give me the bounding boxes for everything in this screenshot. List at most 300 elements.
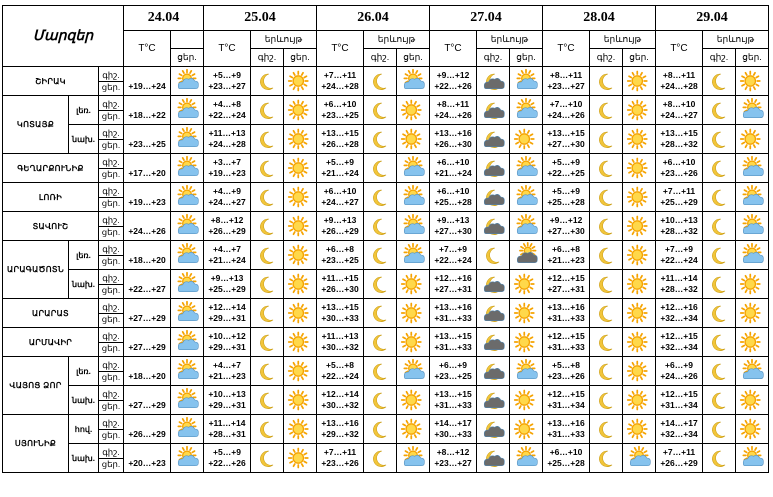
period-labels — [99, 415, 124, 444]
sun-icon — [510, 125, 543, 154]
day-temp: +31…+34 — [660, 400, 698, 410]
moon-icon — [251, 444, 284, 473]
moon-icon — [251, 241, 284, 270]
night-temp: +12…+14 — [321, 389, 359, 399]
sun-cloud-icon — [171, 96, 204, 125]
night-label: գիշ. — [99, 418, 123, 430]
day-label: ցեր. — [101, 110, 121, 121]
moon-icon — [590, 154, 623, 183]
day-temp: +22…+25 — [547, 168, 585, 178]
cloud-header — [171, 31, 204, 49]
night-temp: +12…+16 — [434, 273, 472, 283]
night-label: գիշ. — [99, 215, 123, 227]
moon-icon — [590, 386, 623, 415]
day-temp: +24…+27 — [208, 197, 246, 207]
night-label: գիշ. — [99, 331, 123, 343]
night-temp: +12…+15 — [660, 331, 698, 341]
moon-cloud-icon — [477, 67, 510, 96]
day-temp: +24…+26 — [434, 110, 472, 120]
sun-icon — [397, 125, 430, 154]
sun-cloud-icon — [171, 125, 204, 154]
region-name: ՇԻՐԱԿ — [3, 67, 99, 96]
period-labels — [99, 154, 124, 183]
temp-cell — [317, 328, 364, 357]
night-temp — [124, 215, 170, 226]
temp-cell — [430, 154, 477, 183]
moon-icon — [703, 241, 736, 270]
temp-cell — [317, 183, 364, 212]
night-temp: +13…+16 — [547, 302, 585, 312]
temp-cell — [317, 270, 364, 299]
temp-cell — [317, 125, 364, 154]
day-temp: +25…+29 — [660, 197, 698, 207]
day-temp: +24…+26 — [128, 226, 166, 236]
day-temp: +32…+34 — [660, 342, 698, 352]
night-label: գիշ. — [99, 128, 123, 140]
day-temp: +29…+32 — [321, 429, 359, 439]
sun-icon — [736, 415, 769, 444]
temp-header: T°C — [124, 31, 171, 67]
temp-header: T°C — [204, 31, 251, 67]
region-row — [3, 96, 769, 125]
temp-cell — [543, 444, 590, 473]
day-temp: +22…+24 — [660, 255, 698, 265]
moon-icon — [364, 270, 397, 299]
day-temp: +26…+29 — [660, 458, 698, 468]
sun-cloud-icon — [171, 270, 204, 299]
night-temp: +11…+13 — [321, 331, 359, 341]
region-name: ԱՐԱՐԱՏ — [3, 299, 99, 328]
day-temp: +32…+34 — [660, 429, 698, 439]
night-subheader: գիշ. — [703, 49, 736, 67]
date-header: 29.04 — [656, 6, 769, 31]
day-temp: +22…+24 — [208, 110, 246, 120]
night-temp — [124, 447, 170, 458]
temp-cell — [430, 125, 477, 154]
region-name: ԱՐԱԳԱԾՈՏՆ — [3, 241, 69, 299]
temp-cell — [543, 183, 590, 212]
moon-icon — [590, 299, 623, 328]
night-label: գիշ. — [99, 360, 123, 372]
region-row — [3, 299, 769, 328]
night-temp: +13…+16 — [434, 128, 472, 138]
night-temp: +11…+14 — [660, 273, 698, 283]
night-temp: +3…+7 — [213, 157, 241, 167]
region-row — [3, 415, 769, 444]
temp-cell — [317, 357, 364, 386]
night-label: գիշ. — [99, 447, 123, 459]
temp-header: T°C — [430, 31, 477, 67]
night-temp: +9…+12 — [549, 215, 583, 225]
day-temp: +29…+31 — [208, 400, 246, 410]
cloud-header: երևույթ — [251, 31, 317, 49]
night-temp: +11…+13 — [208, 128, 246, 138]
sun-cloud-icon — [171, 299, 204, 328]
moon-icon — [364, 125, 397, 154]
temp-cell — [656, 415, 703, 444]
temp-cell — [204, 212, 251, 241]
temp-cell — [317, 212, 364, 241]
region-row — [3, 183, 769, 212]
temp-cell — [543, 212, 590, 241]
sun-icon — [284, 125, 317, 154]
day-temp: +23…+25 — [434, 371, 472, 381]
night-temp: +13…+16 — [321, 418, 359, 428]
night-temp: +6…+10 — [549, 447, 583, 457]
night-temp: +8…+11 — [436, 99, 470, 109]
sun-cloud-icon — [171, 386, 204, 415]
night-temp: +5…+9 — [552, 157, 580, 167]
temp-cell — [430, 357, 477, 386]
temp-cell — [124, 96, 171, 125]
night-temp: +13…+15 — [321, 128, 359, 138]
day-temp: +17…+20 — [128, 168, 166, 178]
moon-icon — [703, 270, 736, 299]
day-temp: +19…+24 — [128, 81, 166, 91]
moon-icon — [703, 67, 736, 96]
day-temp: +26…+29 — [128, 429, 166, 439]
night-temp: +5…+8 — [552, 360, 580, 370]
sun-icon — [284, 183, 317, 212]
sun-icon — [284, 299, 317, 328]
day-temp: +24…+27 — [660, 110, 698, 120]
period-labels — [99, 357, 124, 386]
night-label: գիշ. — [99, 70, 123, 82]
sun-icon — [623, 183, 656, 212]
night-temp: +8…+11 — [549, 70, 583, 80]
temp-cell — [430, 386, 477, 415]
sun-cloud-icon — [171, 212, 204, 241]
temp-cell — [317, 96, 364, 125]
sun-cloud-icon — [171, 357, 204, 386]
night-temp — [124, 360, 170, 371]
night-temp: +11…+15 — [321, 273, 359, 283]
night-temp: +4…+8 — [213, 99, 241, 109]
day-temp: +31…+33 — [434, 313, 472, 323]
moon-icon — [703, 154, 736, 183]
temp-cell — [656, 386, 703, 415]
night-temp: +12…+15 — [547, 273, 585, 283]
temp-cell — [124, 183, 171, 212]
moon-icon — [251, 154, 284, 183]
sun-cloud-icon — [736, 444, 769, 473]
moon-icon — [251, 357, 284, 386]
temp-cell — [430, 299, 477, 328]
region-row — [3, 67, 769, 96]
day-subheader: ցեր. — [623, 49, 656, 67]
night-label: գիշ. — [99, 244, 123, 256]
temp-cell — [124, 67, 171, 96]
period-labels — [99, 444, 124, 473]
sun-icon — [736, 125, 769, 154]
moon-icon — [364, 183, 397, 212]
day-temp: +27…+29 — [128, 400, 166, 410]
period-labels — [99, 67, 124, 96]
night-subheader: գիշ. — [364, 49, 397, 67]
night-temp: +12…+15 — [547, 389, 585, 399]
day-temp: +21…+23 — [208, 371, 246, 381]
temp-cell — [317, 444, 364, 473]
day-temp: +23…+25 — [128, 139, 166, 149]
day-temp: +25…+28 — [547, 458, 585, 468]
day-temp: +30…+32 — [321, 342, 359, 352]
moon-icon — [590, 270, 623, 299]
sun-icon — [397, 299, 430, 328]
temp-cell — [124, 241, 171, 270]
night-label: գիշ. — [99, 99, 123, 111]
night-temp: +8…+12 — [436, 447, 470, 457]
day-subheader: ցեր. — [397, 49, 430, 67]
day-temp: +20…+23 — [128, 458, 166, 468]
night-temp: +12…+15 — [660, 389, 698, 399]
night-label: գիշ. — [99, 273, 123, 285]
day-temp: +30…+32 — [321, 400, 359, 410]
temp-cell — [317, 299, 364, 328]
moon-icon — [703, 96, 736, 125]
temp-cell — [430, 328, 477, 357]
temp-cell — [430, 67, 477, 96]
night-temp: +6…+10 — [323, 186, 357, 196]
moon-icon — [251, 270, 284, 299]
moon-cloud-icon — [477, 270, 510, 299]
day-temp: +21…+24 — [321, 168, 359, 178]
moon-icon — [251, 183, 284, 212]
region-name: ԱՐՄԱՎԻՐ — [3, 328, 99, 357]
night-label: գիշ. — [99, 302, 123, 314]
moon-cloud-icon — [477, 125, 510, 154]
moon-cloud-icon — [477, 386, 510, 415]
moon-icon — [703, 444, 736, 473]
moon-icon — [590, 67, 623, 96]
subregion-tag: լեռ. — [69, 96, 99, 125]
night-temp: +13…+15 — [547, 128, 585, 138]
sun-cloud-icon — [171, 241, 204, 270]
temp-cell — [543, 299, 590, 328]
day-temp: +18…+22 — [128, 110, 166, 120]
day-temp: +27…+29 — [128, 342, 166, 352]
date-header: 26.04 — [317, 6, 430, 31]
moon-cloud-icon — [477, 154, 510, 183]
day-temp: +25…+29 — [208, 284, 246, 294]
day-temp: +27…+30 — [547, 226, 585, 236]
period-labels — [99, 183, 124, 212]
temp-cell — [204, 154, 251, 183]
day-label: ցեր. — [101, 168, 121, 179]
temp-cell — [656, 154, 703, 183]
moon-cloud-icon — [477, 299, 510, 328]
region-row — [3, 444, 769, 473]
moon-cloud-icon — [477, 415, 510, 444]
night-temp: +7…+10 — [549, 99, 583, 109]
night-temp: +7…+11 — [323, 447, 357, 457]
moon-icon — [703, 415, 736, 444]
region-row — [3, 212, 769, 241]
moon-icon — [703, 328, 736, 357]
temp-cell — [656, 125, 703, 154]
moon-cloud-icon — [477, 357, 510, 386]
temp-cell — [317, 386, 364, 415]
day-label: ցեր. — [101, 284, 121, 295]
temp-cell — [124, 212, 171, 241]
period-labels — [99, 125, 124, 154]
sun-icon — [623, 154, 656, 183]
day-temp: +31…+33 — [434, 400, 472, 410]
temp-cell — [124, 357, 171, 386]
night-subheader: գիշ. — [251, 49, 284, 67]
sun-cloud-icon — [397, 183, 430, 212]
temp-cell — [543, 154, 590, 183]
moon-icon — [364, 415, 397, 444]
night-temp: +13…+15 — [434, 331, 472, 341]
temp-cell — [317, 67, 364, 96]
night-temp — [124, 186, 170, 197]
night-subheader: գիշ. — [590, 49, 623, 67]
night-temp: +8…+11 — [662, 70, 696, 80]
temp-cell — [656, 299, 703, 328]
day-temp: +23…+26 — [660, 168, 698, 178]
temp-cell — [204, 241, 251, 270]
night-temp: +6…+10 — [436, 186, 470, 196]
sun-icon — [284, 212, 317, 241]
day-temp: +19…+23 — [208, 168, 246, 178]
temp-cell — [204, 444, 251, 473]
day-temp: +29…+31 — [208, 342, 246, 352]
moon-icon — [590, 444, 623, 473]
day-temp: +31…+33 — [434, 342, 472, 352]
temp-cell — [204, 125, 251, 154]
temp-cell — [317, 241, 364, 270]
temp-cell — [656, 96, 703, 125]
sun-icon — [284, 386, 317, 415]
moon-icon — [364, 241, 397, 270]
sun-icon — [284, 270, 317, 299]
day-temp: +23…+25 — [321, 255, 359, 265]
date-header: 25.04 — [204, 6, 317, 31]
sun-icon — [623, 212, 656, 241]
sun-cloud-icon — [510, 67, 543, 96]
sun-icon — [623, 241, 656, 270]
sun-icon — [736, 328, 769, 357]
temp-cell — [430, 212, 477, 241]
night-temp: +11…+14 — [208, 418, 246, 428]
temp-cell — [317, 154, 364, 183]
period-labels — [99, 386, 124, 415]
temp-cell — [656, 328, 703, 357]
day-label: ցեր. — [101, 197, 121, 208]
sun-cloud-icon — [510, 444, 543, 473]
date-header: 27.04 — [430, 6, 543, 31]
day-temp: +22…+24 — [321, 371, 359, 381]
sun-icon — [736, 299, 769, 328]
night-temp: +7…+9 — [439, 244, 467, 254]
day-temp: +22…+27 — [128, 284, 166, 294]
night-temp: +7…+11 — [323, 70, 357, 80]
moon-icon — [251, 415, 284, 444]
sun-icon — [510, 328, 543, 357]
night-temp: +13…+16 — [547, 418, 585, 428]
night-temp: +13…+15 — [660, 128, 698, 138]
night-temp: +4…+9 — [213, 186, 241, 196]
subregion-tag: լեռ. — [69, 357, 99, 386]
sun-icon — [623, 270, 656, 299]
temp-cell — [204, 67, 251, 96]
day-temp: +27…+30 — [434, 226, 472, 236]
sun-icon — [397, 386, 430, 415]
moon-cloud-icon — [477, 444, 510, 473]
region-name: ՏԱՎՈՒՇ — [3, 212, 99, 241]
period-labels — [99, 299, 124, 328]
sun-icon — [510, 299, 543, 328]
night-temp: +6…+8 — [552, 244, 580, 254]
subregion-tag: նախ. — [69, 125, 99, 154]
night-temp: +9…+13 — [436, 215, 470, 225]
night-temp — [124, 157, 170, 168]
moon-icon — [364, 96, 397, 125]
moon-icon — [364, 444, 397, 473]
day-temp: +21…+24 — [208, 255, 246, 265]
night-temp: +13…+15 — [321, 302, 359, 312]
night-temp: +7…+11 — [662, 447, 696, 457]
temp-cell — [204, 96, 251, 125]
day-label: ցեր. — [101, 313, 121, 324]
subregion-tag: հով. — [69, 415, 99, 444]
moon-icon — [364, 357, 397, 386]
day-temp: +31…+33 — [547, 313, 585, 323]
day-label: ցեր. — [101, 400, 121, 411]
day-temp: +26…+28 — [321, 139, 359, 149]
forecast-table — [2, 5, 769, 473]
night-temp: +10…+12 — [208, 331, 246, 341]
night-subheader: գիշ. — [477, 49, 510, 67]
day-temp: +24…+27 — [321, 197, 359, 207]
day-temp: +22…+26 — [208, 458, 246, 468]
cloud-dark-icon — [510, 241, 543, 270]
day-temp: +30…+33 — [434, 429, 472, 439]
sun-icon — [623, 67, 656, 96]
sun-cloud-icon — [736, 357, 769, 386]
temp-cell — [204, 357, 251, 386]
subregion-tag: նախ. — [69, 444, 99, 473]
temp-cell — [543, 415, 590, 444]
sun-cloud-icon — [510, 154, 543, 183]
sun-icon — [510, 386, 543, 415]
night-temp — [124, 99, 170, 110]
temp-cell — [430, 415, 477, 444]
night-temp: +12…+14 — [208, 302, 246, 312]
sun-icon — [284, 67, 317, 96]
day-temp: +27…+29 — [128, 313, 166, 323]
sun-icon — [510, 415, 543, 444]
temp-cell — [543, 357, 590, 386]
temp-cell — [430, 444, 477, 473]
temp-cell — [204, 415, 251, 444]
temp-cell — [124, 270, 171, 299]
temp-cell — [656, 241, 703, 270]
temp-cell — [204, 386, 251, 415]
day-temp: +24…+26 — [547, 110, 585, 120]
temp-cell — [204, 270, 251, 299]
day-temp: +23…+26 — [547, 371, 585, 381]
moon-icon — [590, 357, 623, 386]
sun-icon — [623, 386, 656, 415]
cloud-header: երևույթ — [364, 31, 430, 49]
sun-icon — [284, 444, 317, 473]
region-row — [3, 270, 769, 299]
sun-cloud-icon — [171, 67, 204, 96]
night-temp — [124, 389, 170, 400]
moon-icon — [477, 241, 510, 270]
moon-icon — [590, 212, 623, 241]
